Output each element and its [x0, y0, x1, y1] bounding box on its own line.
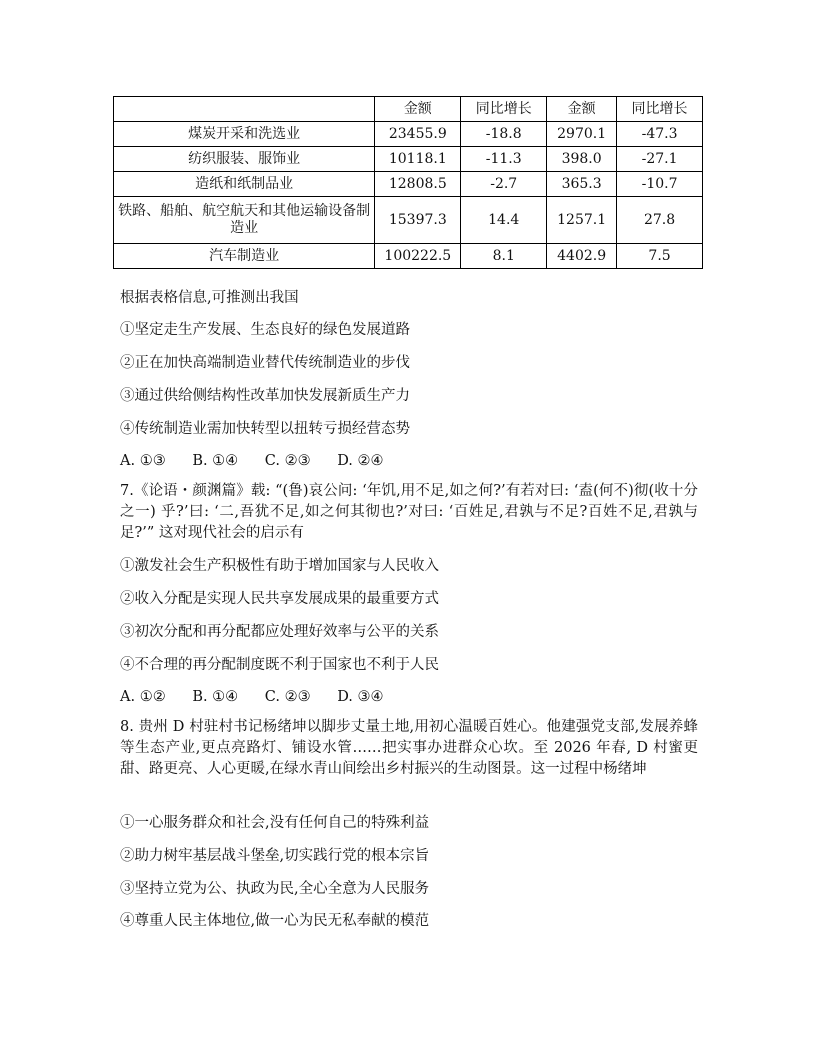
table-cell: -27.1	[617, 147, 703, 172]
table-cell: 15397.3	[375, 197, 461, 244]
table-cell: 23455.9	[375, 122, 461, 147]
table-cell: 365.3	[547, 172, 617, 197]
q6-choice-a[interactable]: A. ①③	[120, 453, 166, 469]
table-row	[114, 197, 703, 244]
table-cell: 2970.1	[547, 122, 617, 147]
table-row	[114, 122, 703, 147]
q7-item-3: ③初次分配和再分配都应处理好效率与公平的关系	[120, 624, 439, 640]
q6-item-1: ①坚定走生产发展、生态良好的绿色发展道路	[120, 322, 410, 338]
table-row	[114, 244, 703, 269]
q8-stem: 8. 贵州 D 村驻村书记杨绪坤以脚步丈量土地,用初心温暖百姓心。他建强党支部,发展养蜂等生态产业,更点亮路灯、铺设水管……把实事办进群众心坎。至 2026 年春, D 村蜜更甜、路更亮、人心更暖,在绿水青山间绘出乡村振兴的生动图景。这一过程中杨绪坤	[120, 719, 698, 777]
table-cell: 10118.1	[375, 147, 461, 172]
table-cell: -18.8	[461, 122, 547, 147]
q6-choice-b[interactable]: B. ①④	[192, 453, 239, 469]
table-cell: 4402.9	[547, 244, 617, 269]
table-row	[114, 172, 703, 197]
table-cell: -11.3	[461, 147, 547, 172]
table-cell: -2.7	[461, 172, 547, 197]
table-header-cell	[114, 97, 375, 122]
table-cell: 煤炭开采和洗选业	[114, 122, 375, 147]
table-cell: 造纸和纸制品业	[114, 172, 375, 197]
q6-choice-d[interactable]: D. ②④	[337, 453, 384, 469]
q8-item-1: ①一心服务群众和社会,没有任何自己的特殊利益	[120, 815, 430, 831]
q7-stem: 7.《论语・颜渊篇》载: “(鲁)哀公问: ‘年饥,用不足,如之何?’有若对曰: ‘盍(何不)彻(收十分之一) 乎?’曰: ‘二,吾犹不足,如之何其彻也?’对曰: ‘百姓足,君孰与不足?百姓不足,君孰与足?’” 这对现代社会的启示有	[120, 483, 698, 541]
table-cell: 铁路、船舶、航空航天和其他运输设备制造业	[114, 197, 375, 244]
q7-item-4: ④不合理的再分配制度既不利于国家也不利于人民	[120, 657, 439, 673]
table-cell: 27.8	[617, 197, 703, 244]
table-cell: 14.4	[461, 197, 547, 244]
q6-item-2: ②正在加快高端制造业替代传统制造业的步伐	[120, 355, 410, 371]
q7-choice-c[interactable]: C. ②③	[264, 689, 311, 705]
q8-item-4: ④尊重人民主体地位,做一心为民无私奉献的模范	[120, 913, 430, 929]
q8-item-2: ②助力树牢基层战斗堡垒,切实践行党的根本宗旨	[120, 848, 430, 864]
table-cell: 汽车制造业	[114, 244, 375, 269]
table-cell: 1257.1	[547, 197, 617, 244]
q6-item-4: ④传统制造业需加快转型以扭转亏损经营态势	[120, 421, 410, 437]
table-cell: -47.3	[617, 122, 703, 147]
table-cell: 100222.5	[375, 244, 461, 269]
q7-choice-d[interactable]: D. ③④	[337, 689, 384, 705]
q6-choice-c[interactable]: C. ②③	[264, 453, 311, 469]
table-header-row	[114, 97, 703, 122]
table-header-cell: 同比增长	[461, 97, 547, 122]
table-header-cell: 金额	[547, 97, 617, 122]
q8-item-3: ③坚持立党为公、执政为民,全心全意为人民服务	[120, 881, 430, 897]
q6-stem: 根据表格信息,可推测出我国	[120, 290, 299, 306]
q7-choices	[120, 687, 700, 707]
table-row	[114, 147, 703, 172]
table-cell: -10.7	[617, 172, 703, 197]
table-cell: 8.1	[461, 244, 547, 269]
table-cell: 398.0	[547, 147, 617, 172]
q6-item-3: ③通过供给侧结构性改革加快发展新质生产力	[120, 388, 410, 404]
q7-item-1: ①激发社会生产积极性有助于增加国家与人民收入	[120, 558, 439, 574]
q7-item-2: ②收入分配是实现人民共享发展成果的最重要方式	[120, 591, 439, 607]
q7-choice-a[interactable]: A. ①②	[120, 689, 166, 705]
table-cell: 7.5	[617, 244, 703, 269]
table-header-cell: 金额	[375, 97, 461, 122]
q6-choices	[120, 451, 700, 471]
table-cell: 12808.5	[375, 172, 461, 197]
industry-table	[113, 96, 703, 269]
table-header-cell: 同比增长	[617, 97, 703, 122]
table-cell: 纺织服装、服饰业	[114, 147, 375, 172]
q7-choice-b[interactable]: B. ①④	[192, 689, 239, 705]
